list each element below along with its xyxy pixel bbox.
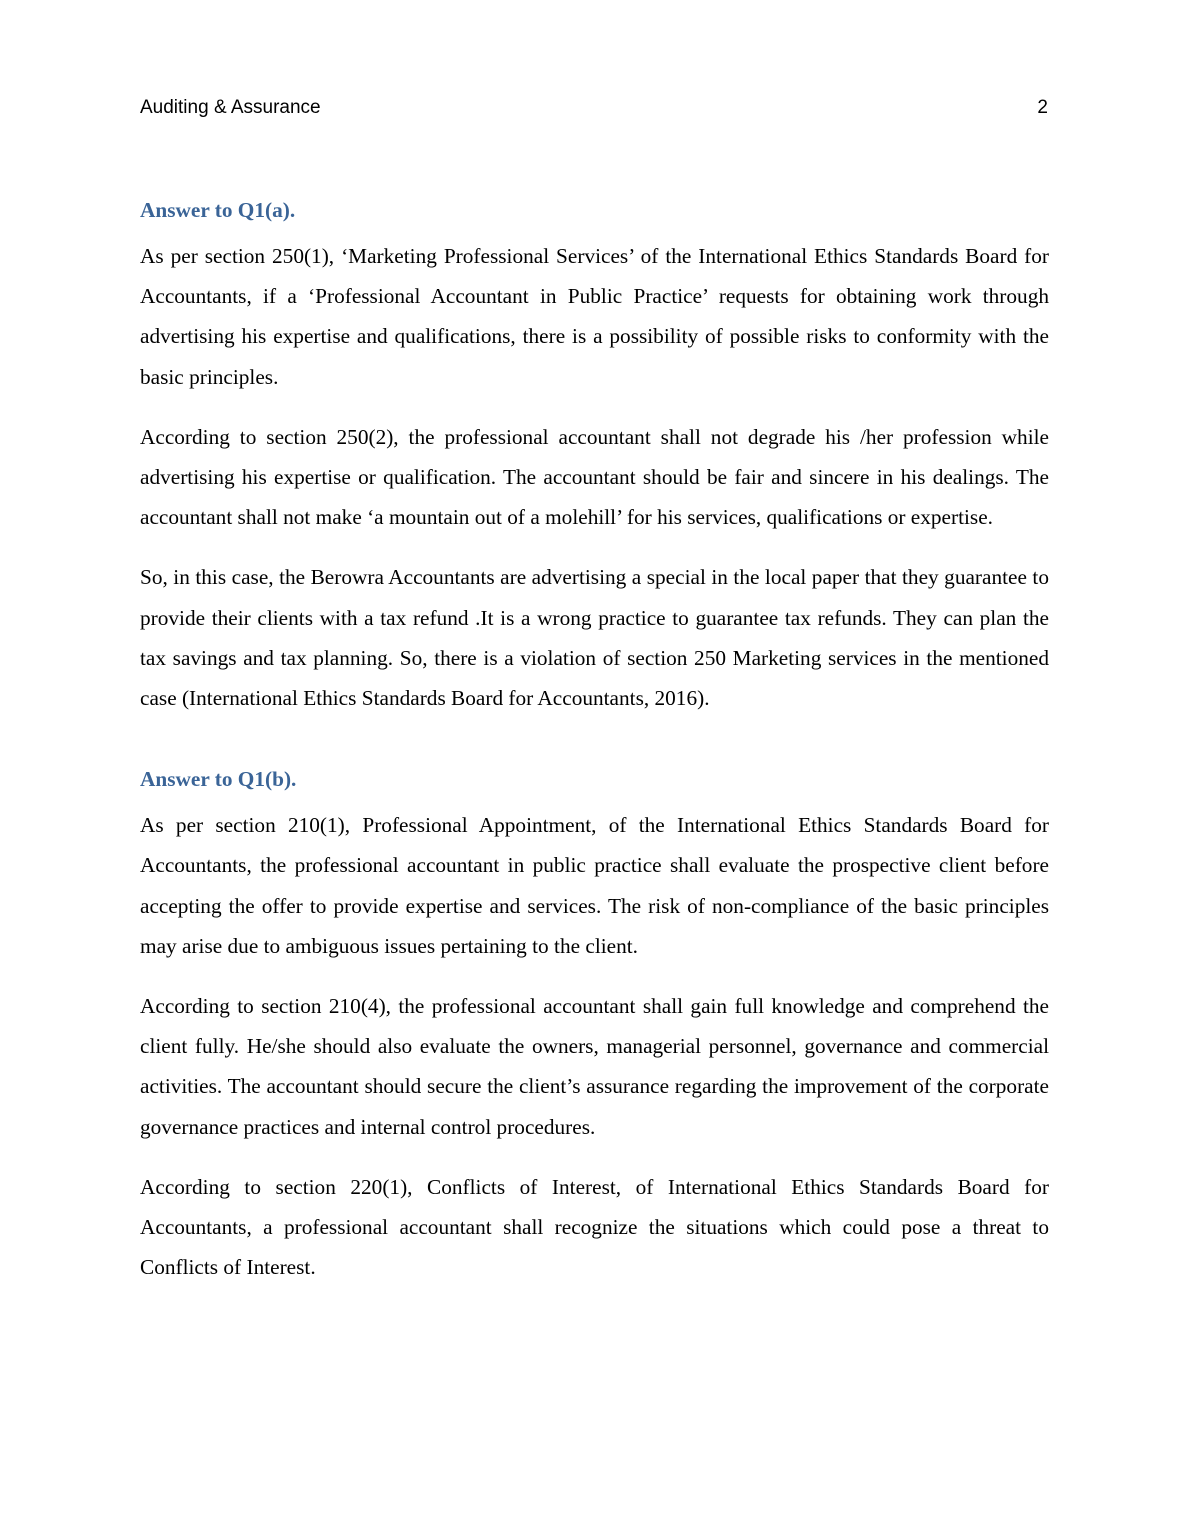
paragraph: So, in this case, the Berowra Accountants are advertising a special in the local paper that they guarantee to provide their clients with a tax refund .It is a wrong practice to guarantee tax refunds. They can plan the tax savings and tax planning. So, there is a violation of section 250 Marketing services in the mentioned case (International Ethics Standards Board for Accountants, 2016). xyxy=(140,565,1049,711)
paragraph: According to section 250(2), the professional accountant shall not degrade his /her profession while advertising his expertise or qualification. The accountant should be fair and sincere in his dealings. The accountant shall not make ‘a mountain out of a molehill’ for his services, qualifications or expertise. xyxy=(140,424,1049,530)
paragraph: According to section 220(1), Conflicts of Interest, of International Ethics Standards Board for Accountants, a professional accountant shall recognize the situations which could pose a threat to Conflicts of Interest. xyxy=(140,1174,1049,1280)
section-heading: Answer to Q1(a). xyxy=(140,198,296,222)
page-header xyxy=(140,97,1048,123)
paragraph: As per section 250(1), ‘Marketing Professional Services’ of the International Ethics Standards Board for Accountants, if a ‘Professional Accountant in Public Practice’ requests for obtaining work through advertising his expertise and qualifications, there is a possibility of possible risks to conformity with the basic principles. xyxy=(140,244,1049,389)
section-q1a xyxy=(140,196,1049,718)
header-title: Auditing & Assurance xyxy=(140,97,321,118)
document-body xyxy=(140,196,1049,1287)
paragraph: As per section 210(1), Professional Appointment, of the International Ethics Standards Board for Accountants, the professional accountant in public practice shall evaluate the prospective client before accepting the offer to provide expertise and services. The risk of non-compliance of the basic principles may arise due to ambiguous issues pertaining to the client. xyxy=(140,813,1049,958)
section-q1b xyxy=(140,765,1049,1287)
paragraph: According to section 210(4), the professional accountant shall gain full knowledge and comprehend the client fully. He/she should also evaluate the owners, managerial personnel, governance and commercial activities. The accountant should secure the client’s assurance regarding the improvement of the corporate governance practices and internal control procedures. xyxy=(140,994,1049,1139)
page-number: 2 xyxy=(1037,97,1048,118)
section-heading: Answer to Q1(b). xyxy=(140,767,297,792)
